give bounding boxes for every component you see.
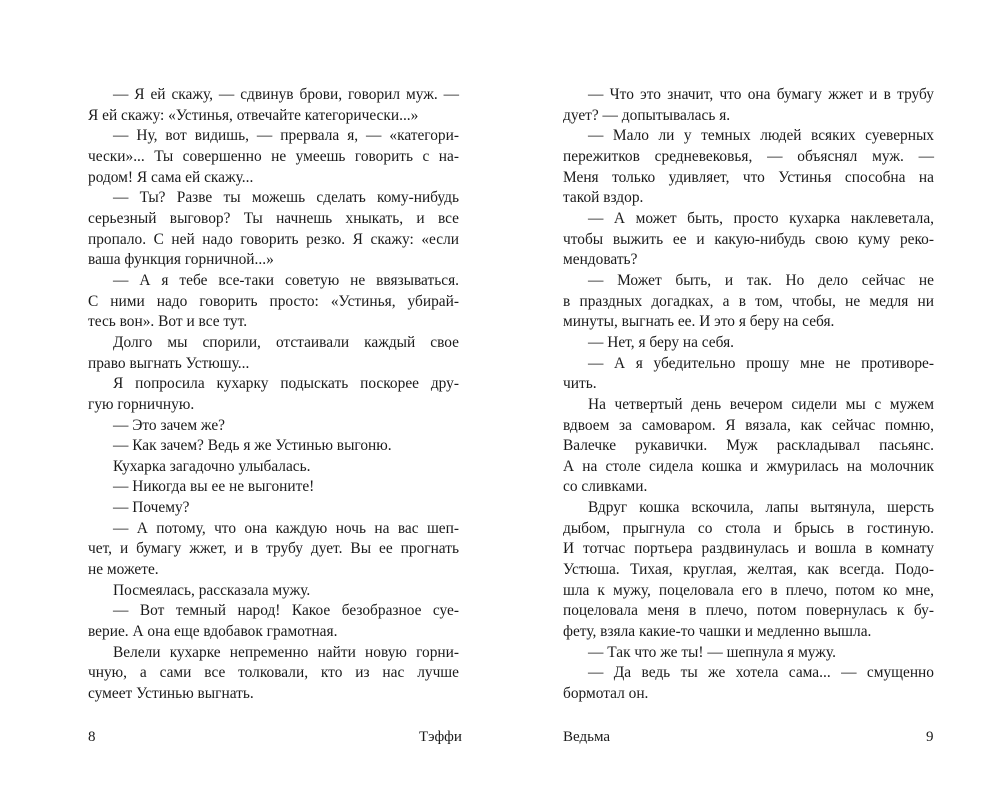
left-page-text <box>88 85 459 705</box>
text-line: в праздных догадках, а в том, чтобы, не медля ни <box>563 292 934 310</box>
text-line: Велели кухарке непременно найти новую горни- <box>113 643 459 661</box>
text-line: — Мало ли у темных людей всяких суеверных <box>588 127 934 145</box>
text-line: чную, а сами все толковали, кто из нас лучше <box>88 664 459 682</box>
page-number-right: 9 <box>926 729 934 745</box>
text-line: бормотал он. <box>563 685 649 703</box>
text-line: — А потому, что она каждую ночь на вас шеп- <box>113 519 459 537</box>
text-line: — А может быть, просто кухарка наклеветала, <box>588 209 934 227</box>
text-line: — А я тебе все-таки советую не ввязываться. <box>113 271 459 289</box>
text-line: право выгнать Устюшу... <box>88 354 250 372</box>
text-line: Долго мы спорили, отстаивали каждый свое <box>113 333 459 351</box>
text-line: С ними надо говорить просто: «Устинья, убирай- <box>88 292 459 310</box>
text-line: — Ты? Разве ты можешь сделать кому-нибудь <box>113 189 459 207</box>
text-line: вдвоем за самоваром. Я вязала, как сейчас помню, <box>563 416 934 434</box>
text-line: дыбом, прыгнула со стола и брысь в гостиную. <box>563 519 934 537</box>
text-line: пережитков средневековья, — объяснял муж. — <box>563 147 934 165</box>
text-line: — Как зачем? Ведь я же Устинью выгоню. <box>113 437 392 455</box>
text-line: ваша функция горничной...» <box>88 251 274 269</box>
text-line: чет, и бумагу жжет, и в трубу дует. Вы ее прогнать <box>88 540 459 558</box>
text-line: чтобы выжить ее и какую-нибудь свою куму реко- <box>563 230 934 248</box>
text-line: чить. <box>563 375 597 393</box>
right-page-text <box>563 85 934 705</box>
text-line: Меня только удивляет, что Устинья способна на <box>563 168 934 186</box>
text-line: Я ей скажу: «Устинья, отвечайте категорически...» <box>88 106 419 124</box>
text-line: — Ну, вот видишь, — прервала я, — «категори- <box>113 127 459 145</box>
text-line: Я попросила кухарку подыскать поскорее дру- <box>113 375 459 393</box>
text-line: Устюша. Тихая, круглая, желтая, как всегда. Подо- <box>563 561 934 579</box>
text-line: — Нет, я беру на себя. <box>588 333 735 351</box>
text-line: шла к мужу, поцеловала его в плечо, потом ко мне, <box>563 581 934 599</box>
text-line: со сливками. <box>563 478 648 496</box>
running-head-author: Тэффи <box>419 729 462 745</box>
text-line: минуты, выгнать ее. И это я беру на себя. <box>563 313 835 331</box>
text-line: пропало. С ней надо говорить резко. Я скажу: «если <box>88 230 459 248</box>
text-line: Кухарка загадочно улыбалась. <box>113 457 311 475</box>
text-line: На четвертый день вечером сидели мы с мужем <box>588 395 934 413</box>
text-line: — А я убедительно прошу мне не противоре- <box>588 354 934 372</box>
text-line: — Почему? <box>113 499 190 517</box>
text-line: поцеловала меня в плечо, потом повернулась к бу- <box>563 602 934 620</box>
text-line: — Может быть, и так. Но дело сейчас не <box>588 271 934 289</box>
text-line: А на столе сидела кошка и жмурилась на молочник <box>563 457 934 475</box>
text-line: — Я ей скажу, — сдвинув брови, говорил муж. — <box>113 86 459 103</box>
page-number-left: 8 <box>88 729 96 745</box>
text-line: сумеет Устинью выгнать. <box>88 685 254 703</box>
text-line: тесь вон». Вот и все тут. <box>88 313 248 331</box>
text-line: мендовать? <box>563 251 638 269</box>
text-line: — Что это значит, что она бумагу жжет и в трубу <box>588 86 934 103</box>
text-line: дует? — допытывалась я. <box>563 106 731 124</box>
text-line: — Это зачем же? <box>113 416 226 434</box>
text-line: серьезный выговор? Ты начнешь хныкать, и все <box>88 209 459 227</box>
text-line: фету, взяла какие-то чашки и медленно вышла. <box>563 623 872 641</box>
running-head-title: Ведьма <box>563 729 610 745</box>
text-line: Вдруг кошка вскочила, лапы вытянула, шерсть <box>588 499 934 517</box>
text-line: родом! Я сама ей скажу... <box>88 168 254 186</box>
text-line: — Никогда вы ее не выгоните! <box>113 478 315 496</box>
text-line: — Вот темный народ! Какое безобразное суе- <box>113 602 459 620</box>
text-line: Посмеялась, рассказала мужу. <box>113 581 311 599</box>
text-line: — Так что же ты! — шепнула я мужу. <box>588 643 836 661</box>
text-line: Валечке рукавички. Муж раскладывал пасьянс. <box>563 437 934 455</box>
text-line: гую горничную. <box>88 395 195 413</box>
text-line: верие. А она еще вдобавок грамотная. <box>88 623 338 641</box>
text-line: И тотчас портьера раздвинулась и вошла в комнату <box>563 540 934 558</box>
text-line: чески»... Ты совершенно не умеешь говорить с на- <box>88 147 459 165</box>
text-line: — Да ведь ты же хотела сама... — смущенно <box>588 664 934 682</box>
text-line: не можете. <box>88 561 159 579</box>
text-line: такой вздор. <box>563 189 644 207</box>
